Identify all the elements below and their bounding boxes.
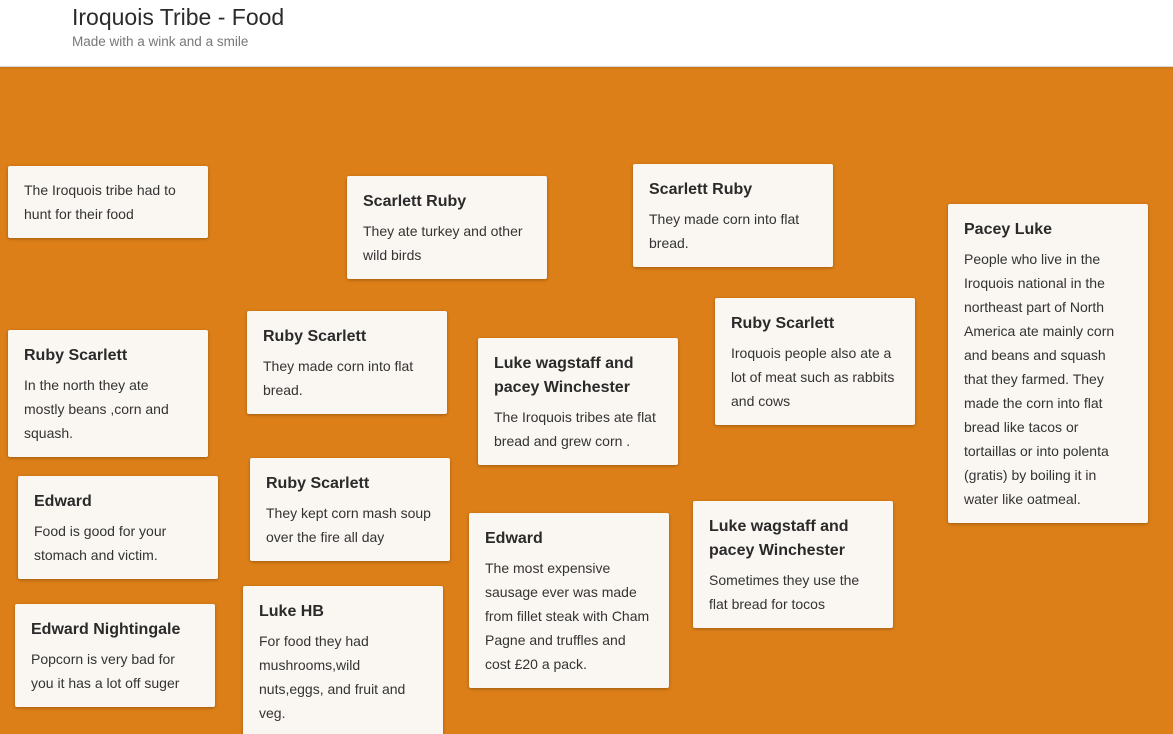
post-body: Food is good for your stomach and victim. (34, 523, 167, 563)
post-body: In the north they ate mostly beans ,corn and squash. (24, 377, 169, 441)
post-card[interactable] (948, 204, 1148, 523)
post-card[interactable] (469, 513, 669, 688)
page-subtitle: Made with a wink and a smile (72, 34, 249, 49)
post-body: Sometimes they use the flat bread for tocos (709, 572, 860, 612)
post-body: They ate turkey and other wild birds (363, 223, 523, 263)
post-card[interactable] (693, 501, 893, 628)
post-card[interactable] (8, 330, 208, 457)
post-body: Popcorn is very bad for you it has a lot off suger (31, 651, 180, 691)
post-body: For food they had mushrooms,wild nuts,eggs, and fruit and veg. (259, 633, 406, 721)
page-title: Iroquois Tribe - Food (72, 4, 285, 30)
post-card[interactable] (250, 458, 450, 561)
post-body: The Iroquois tribes ate flat bread and grew corn . (494, 409, 656, 449)
post-card[interactable] (18, 476, 218, 579)
post-author: Scarlett Ruby (649, 181, 753, 198)
post-author: Edward Nightingale (31, 621, 181, 638)
post-author: Luke wagstaff and pacey Winchester (494, 355, 634, 396)
post-author: Luke HB (259, 603, 324, 620)
post-body: The most expensive sausage ever was made from fillet steak with Cham Pagne and truffles and cost £20 a pack. (485, 560, 650, 672)
post-body: They made corn into flat bread. (263, 358, 414, 398)
post-author: Edward (34, 493, 92, 510)
post-card[interactable] (633, 164, 833, 267)
post-body: They made corn into flat bread. (649, 211, 800, 251)
post-card[interactable] (478, 338, 678, 465)
post-card[interactable] (15, 604, 215, 707)
post-author: Ruby Scarlett (731, 315, 835, 332)
post-body: People who live in the Iroquois national in the northeast part of North America ate mainly corn and beans and squash that they farmed. They made the corn into flat bread like tacos or tortaillas or into polenta (gratis) by boiling it in water like oatmeal. (964, 251, 1115, 507)
post-card[interactable] (715, 298, 915, 425)
post-card[interactable] (347, 176, 547, 279)
post-author: Pacey Luke (964, 221, 1053, 238)
post-body: They kept corn mash soup over the fire all day (266, 505, 431, 545)
post-body: The Iroquois tribe had to hunt for their food (24, 182, 176, 222)
post-body: Iroquois people also ate a lot of meat such as rabbits and cows (731, 345, 895, 409)
header (0, 0, 1173, 67)
post-author: Edward (485, 530, 543, 547)
board[interactable] (0, 67, 1173, 734)
post-author: Scarlett Ruby (363, 193, 467, 210)
post-card[interactable] (247, 311, 447, 414)
post-card[interactable] (8, 166, 208, 238)
post-author: Luke wagstaff and pacey Winchester (709, 518, 849, 559)
post-author: Ruby Scarlett (266, 475, 370, 492)
post-card[interactable] (243, 586, 443, 734)
post-author: Ruby Scarlett (263, 328, 367, 345)
post-author: Ruby Scarlett (24, 347, 128, 364)
